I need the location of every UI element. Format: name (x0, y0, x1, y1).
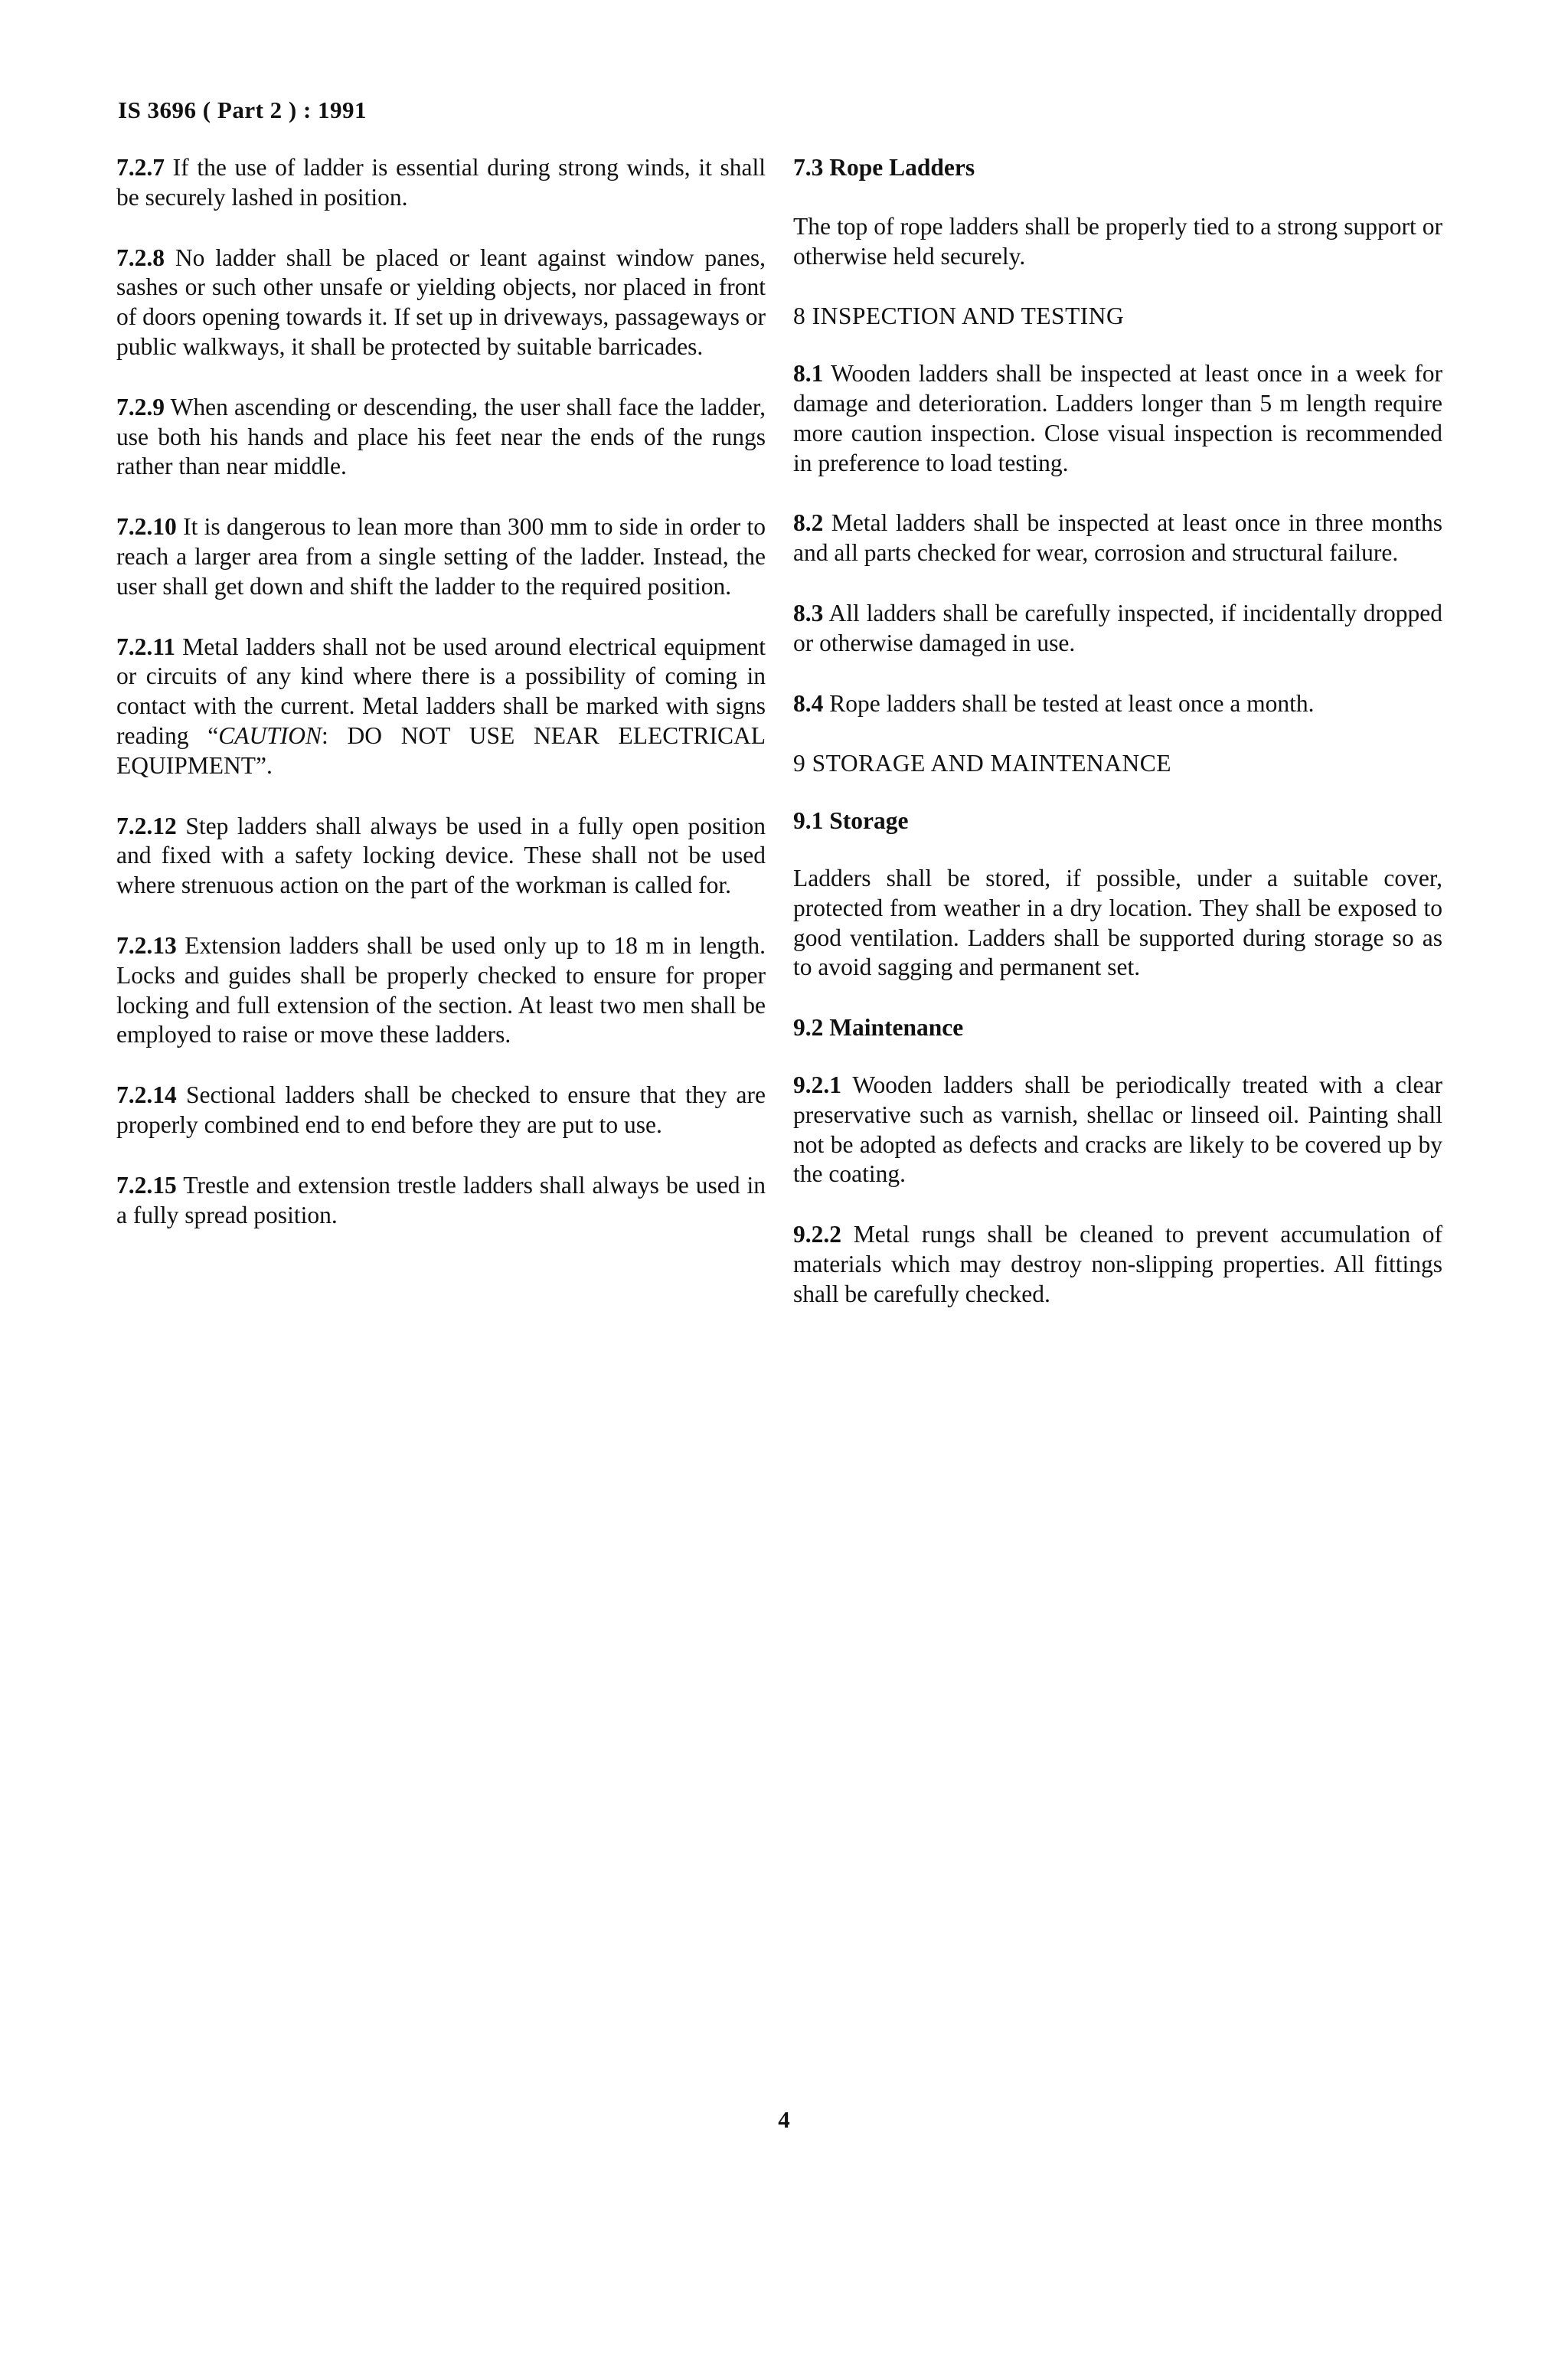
clause-text: Wooden ladders shall be periodically treated with a clear preservative such as varnish, shellac or linseed oil. Painting shall not be adopted as defects and cracks are likely to be covered up by the coating. (793, 1071, 1442, 1188)
clause-7-2-10 (116, 512, 766, 601)
clause-number: 7.2.15 (116, 1171, 177, 1199)
clause-8-1 (793, 359, 1442, 478)
clause-text: It is dangerous to lean more than 300 mm to side in order to reach a larger area from a single setting of the ladder. Instead, the user shall get down and shift the ladder to the required position. (116, 513, 766, 600)
clause-text: Trestle and extension trestle ladders shall always be used in a fully spread position. (116, 1171, 766, 1228)
clause-text: Wooden ladders shall be inspected at least once in a week for damage and deterioration. Ladders longer than 5 m length require more caution inspection. Close visual inspection is recommended in preference to load testing. (793, 360, 1442, 476)
clause-7-2-11 (116, 633, 766, 781)
clause-text: Sectional ladders shall be checked to ensure that they are properly combined end to end before they are put to use. (116, 1081, 766, 1138)
clause-text: Step ladders shall always be used in a fully open position and fixed with a safety locking device. These shall not be used where strenuous action on the part of the workman is called for. (116, 812, 766, 899)
clause-text: Metal rungs shall be cleaned to prevent accumulation of materials which may destroy non-slipping properties. All fittings shall be carefully checked. (793, 1221, 1442, 1307)
clause-8-3 (793, 599, 1442, 659)
left-column (116, 153, 766, 1261)
section-heading-storage-maintenance: 9 STORAGE AND MAINTENANCE (793, 750, 1172, 777)
clause-number: 7.2.10 (116, 513, 177, 541)
clause-7-2-15 (116, 1171, 766, 1231)
clause-number: 8.3 (793, 599, 824, 626)
clause-text: Extension ladders shall be used only up to 18 m in length. Locks and guides shall be properly checked to ensure for proper locking and full extension of the section. At least two men shall be employed to raise or move these ladders. (116, 931, 766, 1048)
standard-reference: IS 3696 ( Part 2 ) : 1991 (118, 96, 368, 123)
section-heading-inspection: 8 INSPECTION AND TESTING (793, 303, 1125, 330)
subsection-heading-maintenance: 9.2 Maintenance (793, 1014, 964, 1042)
clause-9-2-1 (793, 1071, 1442, 1189)
clause-number: 8.1 (793, 360, 824, 388)
section-heading-rope-ladders: 7.3 Rope Ladders (793, 154, 975, 181)
clause-number: 7.2.11 (116, 633, 176, 660)
clause-number: 7.2.13 (116, 931, 177, 959)
clause-number: 7.2.7 (116, 154, 165, 181)
right-column (793, 153, 1442, 1340)
clause-text: All ladders shall be carefully inspected, if incidentally dropped or otherwise damaged in use. (793, 599, 1442, 656)
storage-text: Ladders shall be stored, if possible, under a suitable cover, protected from weather in a dry location. They shall be exposed to good ventilation. Ladders shall be supported during storage so as to avoid sagging and permanent set. (793, 864, 1442, 981)
clause-text: Metal ladders shall be inspected at least once in three months and all parts checked for wear, corrosion and structural failure. (793, 509, 1443, 567)
clause-number: 7.2.8 (116, 244, 165, 271)
clause-8-2 (793, 509, 1442, 568)
clause-number: 7.2.14 (116, 1081, 177, 1109)
clause-number: 8.2 (793, 509, 824, 537)
rope-ladders-text: The top of rope ladders shall be properly tied to a strong support or otherwise held securely. (793, 212, 1442, 270)
subsection-heading-storage: 9.1 Storage (793, 807, 909, 835)
clause-text: If the use of ladder is essential during strong winds, it shall be securely lashed in position. (116, 154, 766, 211)
clause-text: No ladder shall be placed or leant against window panes, sashes or such other unsafe or yielding objects, nor placed in front of doors opening towards it. If set up in driveways, passageways or public walkways, it shall be protected by suitable barricades. (116, 244, 766, 360)
clause-8-4 (793, 689, 1442, 719)
clause-text: Rope ladders shall be tested at least once a month. (829, 689, 1315, 717)
clause-7-2-9 (116, 393, 766, 482)
clause-9-2-2 (793, 1220, 1442, 1309)
clause-number: 7.2.12 (116, 812, 177, 839)
caution-word: CAUTION (218, 721, 322, 749)
clause-number: 9.2.2 (793, 1221, 841, 1248)
clause-number: 7.2.9 (116, 393, 165, 420)
clause-text: Metal ladders shall not be used around electrical equipment or circuits of any kind where there is a possibility of coming in contact with the current. Metal ladders shall be marked with signs reading “ (116, 633, 766, 749)
clause-text: When ascending or descending, the user shall face the ladder, use both his hands and place his feet near the ends of the rungs rather than near middle. (116, 393, 766, 480)
clause-number: 9.2.1 (793, 1071, 841, 1098)
clause-7-2-14 (116, 1081, 766, 1140)
clause-7-2-13 (116, 931, 766, 1050)
clause-7-2-8 (116, 244, 766, 362)
clause-text-after: : DO NOT USE NEAR ELECTRICAL EQUIPMENT”. (116, 721, 766, 779)
page-number: 4 (778, 2106, 790, 2133)
clause-number: 8.4 (793, 689, 824, 717)
clause-7-2-12 (116, 812, 766, 901)
clause-7-2-7 (116, 153, 766, 213)
